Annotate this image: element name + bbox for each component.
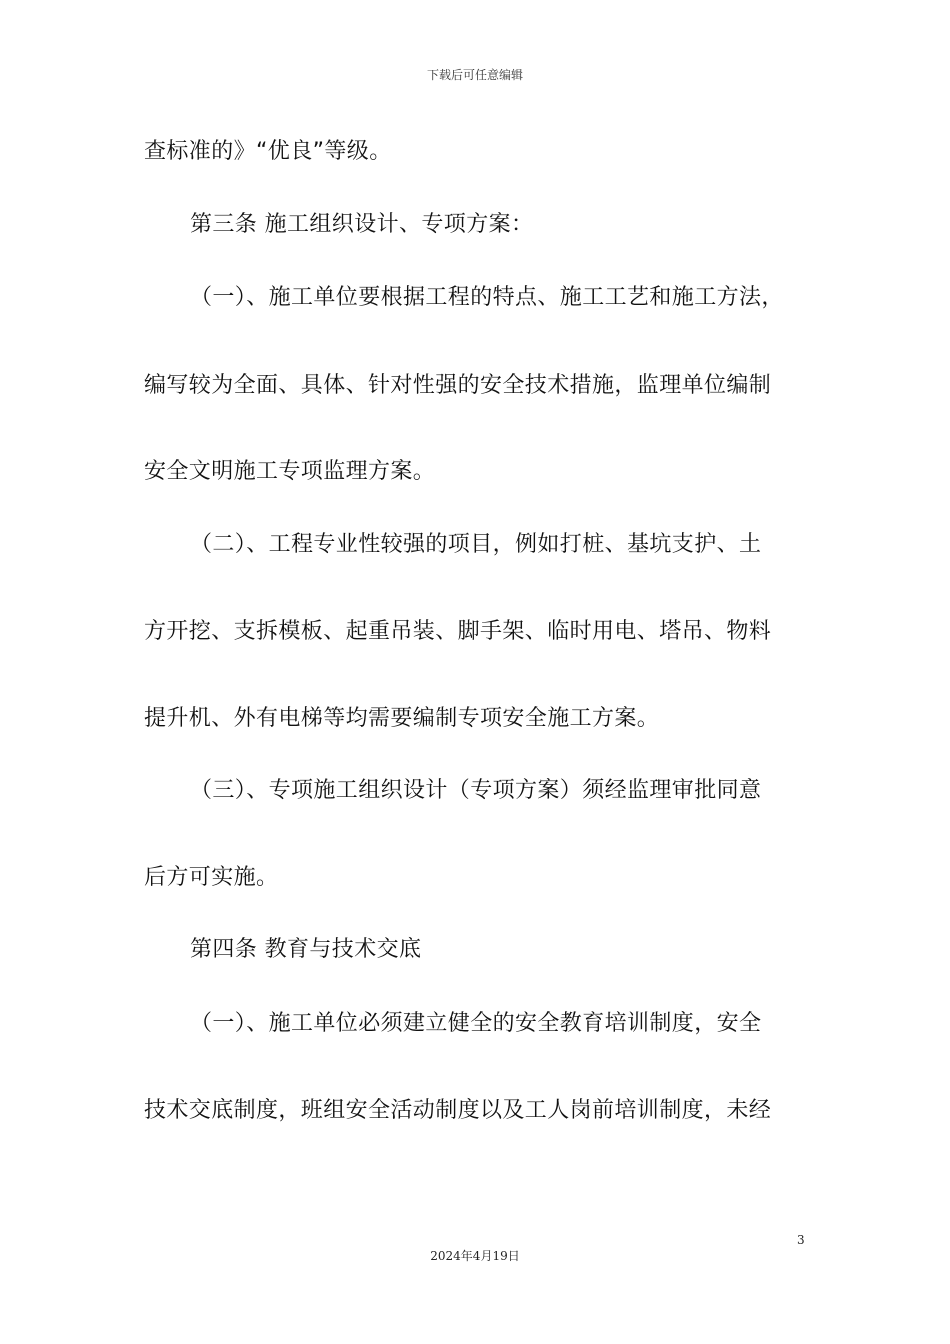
header-note: 下载后可任意编辑 — [426, 68, 523, 82]
article-4-item-1-line-1: （一）、施工单位必须建立健全的安全教育培训制度，安全 — [190, 1011, 762, 1036]
article-3-item-1-line-1: （一）、施工单位要根据工程的特点、施工工艺和施工方法， — [190, 285, 784, 310]
article-3-item-1-line-3: 安全文明施工专项监理方案。 — [144, 459, 436, 484]
page-number: 3 — [797, 1233, 805, 1247]
article-3-item-1-line-2: 编写较为全面、具体、针对性强的安全技术措施，监理单位编制 — [144, 373, 772, 398]
footer-date: 2024年4月19日 — [430, 1249, 520, 1263]
body-line-continuation: 查标准的》“优良”等级。 — [144, 139, 392, 164]
article-3-item-2-line-1: （二）、工程专业性较强的项目，例如打桩、基坑支护、土 — [190, 532, 762, 557]
article-4-item-1-line-2: 技术交底制度，班组安全活动制度以及工人岗前培训制度，未经 — [144, 1098, 772, 1123]
article-3-item-3-line-2: 后方可实施。 — [144, 865, 279, 890]
article-4-heading: 第四条 教育与技术交底 — [190, 937, 422, 962]
article-3-item-3-line-1: （三）、专项施工组织设计（专项方案）须经监理审批同意 — [190, 778, 762, 803]
article-3-item-2-line-2: 方开挖、支拆模板、起重吊装、脚手架、临时用电、塔吊、物料 — [144, 619, 772, 644]
article-3-heading: 第三条 施工组织设计、专项方案： — [190, 212, 534, 237]
article-3-item-2-line-3: 提升机、外有电梯等均需要编制专项安全施工方案。 — [144, 706, 660, 731]
